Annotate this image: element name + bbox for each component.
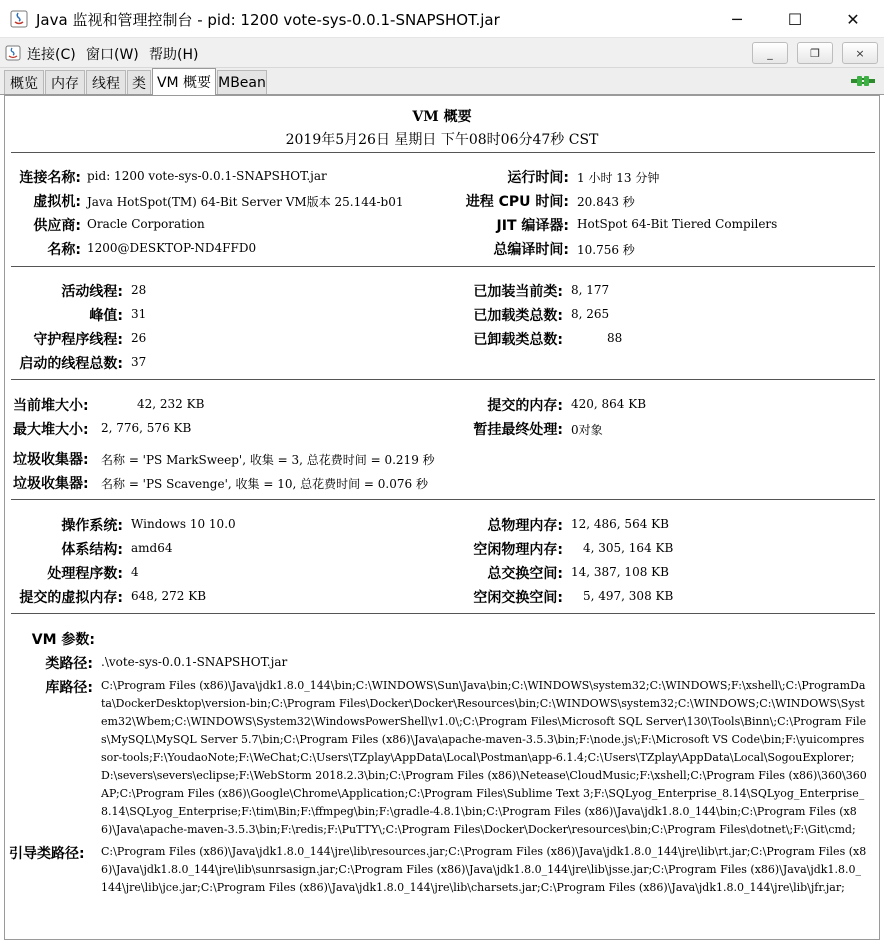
peak-threads-label: 峰值: bbox=[89, 308, 123, 324]
gc-label: 垃圾收集器: bbox=[13, 452, 89, 468]
live-threads-label: 活动线程: bbox=[61, 284, 123, 300]
divider bbox=[11, 379, 875, 380]
gc-label: 垃圾收集器: bbox=[13, 476, 89, 492]
free-swap-space-label: 空闲交换空间: bbox=[473, 590, 563, 606]
committed-virtual-memory-label: 提交的虚拟内存: bbox=[19, 590, 123, 606]
close-icon: × bbox=[855, 46, 865, 60]
total-swap-space-label: 总交换空间: bbox=[487, 566, 563, 582]
daemon-threads-value: 26 bbox=[131, 331, 147, 345]
classes-unloaded-value: 88 bbox=[607, 331, 623, 345]
vm-arguments-label: VM 参数: bbox=[31, 632, 95, 648]
total-classes-loaded-label: 已加载类总数: bbox=[473, 308, 563, 324]
process-cpu-time-value: 20.843 秒 bbox=[577, 195, 635, 209]
window-title-bar bbox=[0, 0, 884, 38]
internal-minimize-button[interactable] bbox=[752, 42, 788, 64]
vendor-value: Oracle Corporation bbox=[87, 217, 205, 231]
tab-strip bbox=[0, 68, 884, 95]
current-heap-size-value: 42, 232 KB bbox=[137, 397, 205, 411]
os-label: 操作系统: bbox=[61, 518, 123, 534]
committed-virtual-memory-value: 648, 272 KB bbox=[131, 589, 207, 603]
tab-overview[interactable]: 概览 bbox=[4, 70, 44, 94]
vm-summary-panel bbox=[4, 95, 880, 940]
uptime-value: 1 小时 13 分钟 bbox=[577, 171, 660, 185]
processors-label: 处理程序数: bbox=[47, 566, 123, 582]
connection-name-value: pid: 1200 vote-sys-0.0.1-SNAPSHOT.jar bbox=[87, 169, 327, 183]
divider bbox=[11, 152, 875, 153]
max-heap-size-label: 最大堆大小: bbox=[13, 422, 89, 438]
maximize-icon: ☐ bbox=[787, 9, 803, 29]
library-path-label: 库路径: bbox=[45, 680, 93, 696]
process-cpu-time-label: 进程 CPU 时间: bbox=[465, 194, 569, 210]
menu-help[interactable]: 帮助(H) bbox=[149, 47, 199, 63]
boot-class-path-value: C:\Program Files (x86)\Java\jdk1.8.0_144\jre\lib\resources.jar;C:\Program Files (x86)\Java\jdk1.8.0_144\jre\lib\rt.jar;C:\Program Files (x86)\Java\jdk1.8.0_144\jre\lib\sunrsasign.jar;C:\Program Files (x86)\Java\jdk1.8.0_144\jre\lib\jsse.jar;C:\Program Files (x86)\Java\jdk1.8.0_144\jre\lib\jce.jar;C:\Program Files (x86)\Java\jdk1.8.0_144\jre\lib\charsets.jar;C:\Program Files (x86)\Java\jdk1.8.0_144\jre\lib\jfr.jar; bbox=[101, 845, 867, 894]
classes-unloaded-label: 已卸载类总数: bbox=[473, 332, 563, 348]
total-classes-loaded-value: 8, 265 bbox=[571, 307, 610, 321]
os-value: Windows 10 10.0 bbox=[131, 517, 236, 531]
peak-threads-value: 31 bbox=[131, 307, 147, 321]
total-compile-time-label: 总编译时间: bbox=[493, 242, 569, 258]
total-swap-space-value: 14, 387, 108 KB bbox=[571, 565, 669, 579]
total-physical-memory-label: 总物理内存: bbox=[487, 518, 563, 534]
summary-datetime: 2019年5月26日 星期日 下午08时06分47秒 CST bbox=[285, 132, 599, 148]
free-physical-memory-value: 4, 305, 164 KB bbox=[583, 541, 674, 555]
jit-compiler-value: HotSpot 64-Bit Tiered Compilers bbox=[577, 217, 778, 231]
internal-restore-button[interactable] bbox=[797, 42, 833, 64]
gc-value: 名称 = 'PS Scavenge', 收集 = 10, 总花费时间 = 0.076 秒 bbox=[101, 477, 428, 491]
architecture-value: amd64 bbox=[131, 541, 173, 555]
gc-value: 名称 = 'PS MarkSweep', 收集 = 3, 总花费时间 = 0.219 秒 bbox=[101, 453, 435, 467]
minimize-icon: _ bbox=[767, 46, 773, 60]
total-compile-time-value: 10.756 秒 bbox=[577, 243, 635, 257]
max-heap-size-value: 2, 776, 576 KB bbox=[101, 421, 192, 435]
total-physical-memory-value: 12, 486, 564 KB bbox=[571, 517, 669, 531]
pending-finalization-label: 暂挂最终处理: bbox=[473, 422, 563, 438]
tab-mbean[interactable]: MBean bbox=[217, 70, 267, 94]
vendor-label: 供应商: bbox=[33, 218, 81, 234]
library-path-value: C:\Program Files (x86)\Java\jdk1.8.0_144\bin;C:\WINDOWS\Sun\Java\bin;C:\WINDOWS\system32;C:\WINDOWS;F:\xshell\;C:\ProgramData\DockerDesktop\version-bin;C:\Program Files\Docker\Docker\Resources\bin;C:\WINDOWS\system32;C:\WINDOWS;C:\WINDOWS\System32\Wbem;C:\WINDOWS\System32\WindowsPowerShell\v1.0\;C:\Program Files\Microsoft SQL Server\130\Tools\Binn\;C:\Program Files\MySQL\MySQL Server 5.7\bin;C:\Program Files (x86)\Java\apache-maven-3.5.3\bin;F:\node.js\;F:\Microsoft VS Code\bin;F:\yuicompressor-tools;F:\YoudaoNote;F:\WeChat;C:\Users\TZplay\AppData\Local\Postman\app-6.1.4;C:\Users\TZplay\AppData\Local\SogouExplorer;D:\severs\severs\eclipse;F:\WebStorm 2018.2.3\bin;C:\Program Files (x86)\Netease\CloudMusic;F:\xshell;C:\Program Files (x86)\360\360AP;C:\Program Files (x86)\Google\Chrome\Application;C:\Program Files\Sublime Text 3;F:\SQLyog_Enterprise_8.14\SQLyog_Enterprise_8.14\SQLyog_Enterprise;F:\tim\Bin;F:\ffmpeg\bin;F:\gradle-4.8.1\bin;C:\Program Files (x86)\Java\jdk1.8.0_144\bin;C:\Program Files (x86)\Java\apache-maven-3.5.3\bin;F:\redis;F:\PuTTY\;C:\Program Files\Docker\Docker\resources\bin;C:\Program Files\dotnet\;F:\Git\cmd; bbox=[101, 679, 867, 836]
menu-bar bbox=[0, 38, 884, 68]
free-swap-space-value: 5, 497, 308 KB bbox=[583, 589, 674, 603]
live-threads-value: 28 bbox=[131, 283, 147, 297]
tab-vm-summary[interactable]: VM 概要 bbox=[152, 68, 216, 95]
class-path-value: .\vote-sys-0.0.1-SNAPSHOT.jar bbox=[101, 655, 288, 669]
total-threads-started-label: 启动的线程总数: bbox=[19, 356, 123, 372]
connection-name-label: 连接名称: bbox=[19, 170, 81, 186]
internal-close-button[interactable] bbox=[842, 42, 878, 64]
java-app-icon bbox=[10, 10, 28, 28]
jit-compiler-label: JIT 编译器: bbox=[496, 218, 569, 234]
window-title: Java 监视和管理控制台 - pid: 1200 vote-sys-0.0.1-SNAPSHOT.jar bbox=[36, 11, 500, 29]
close-button[interactable] bbox=[824, 0, 882, 38]
processors-value: 4 bbox=[131, 565, 139, 579]
total-threads-started-value: 37 bbox=[131, 355, 147, 369]
restore-icon: ❐ bbox=[810, 46, 820, 60]
uptime-label: 运行时间: bbox=[507, 170, 569, 186]
close-icon: ✕ bbox=[846, 9, 860, 29]
vm-value: Java HotSpot(TM) 64-Bit Server VM版本 25.144-b01 bbox=[87, 195, 404, 209]
maximize-button[interactable] bbox=[766, 0, 824, 38]
minimize-icon: ─ bbox=[732, 9, 742, 29]
divider bbox=[11, 499, 875, 500]
java-app-icon bbox=[5, 45, 21, 61]
tab-classes[interactable]: 类 bbox=[127, 70, 151, 94]
vm-label: 虚拟机: bbox=[33, 194, 81, 210]
classes-loaded-label: 已加装当前类: bbox=[473, 284, 563, 300]
tab-memory[interactable]: 内存 bbox=[45, 70, 85, 94]
free-physical-memory-label: 空闲物理内存: bbox=[473, 542, 563, 558]
committed-memory-label: 提交的内存: bbox=[487, 398, 563, 414]
menu-window[interactable]: 窗口(W) bbox=[86, 47, 139, 63]
current-heap-size-label: 当前堆大小: bbox=[13, 398, 89, 414]
pending-finalization-value: 0对象 bbox=[571, 423, 603, 437]
name-value: 1200@DESKTOP-ND4FFD0 bbox=[87, 241, 257, 255]
summary-header bbox=[5, 106, 879, 149]
classes-loaded-value: 8, 177 bbox=[571, 283, 610, 297]
architecture-label: 体系结构: bbox=[61, 542, 123, 558]
connection-plug-icon[interactable] bbox=[850, 72, 876, 90]
menu-connection[interactable]: 连接(C) bbox=[27, 47, 76, 63]
divider bbox=[11, 266, 875, 267]
name-label: 名称: bbox=[47, 242, 81, 258]
boot-class-path-label: 引导类路径: bbox=[9, 846, 85, 862]
summary-heading: VM 概要 bbox=[412, 109, 472, 125]
tab-threads[interactable]: 线程 bbox=[86, 70, 126, 94]
committed-memory-value: 420, 864 KB bbox=[571, 397, 647, 411]
class-path-label: 类路径: bbox=[45, 656, 93, 672]
minimize-button[interactable] bbox=[708, 0, 766, 38]
divider bbox=[11, 613, 875, 614]
daemon-threads-label: 守护程序线程: bbox=[33, 332, 123, 348]
